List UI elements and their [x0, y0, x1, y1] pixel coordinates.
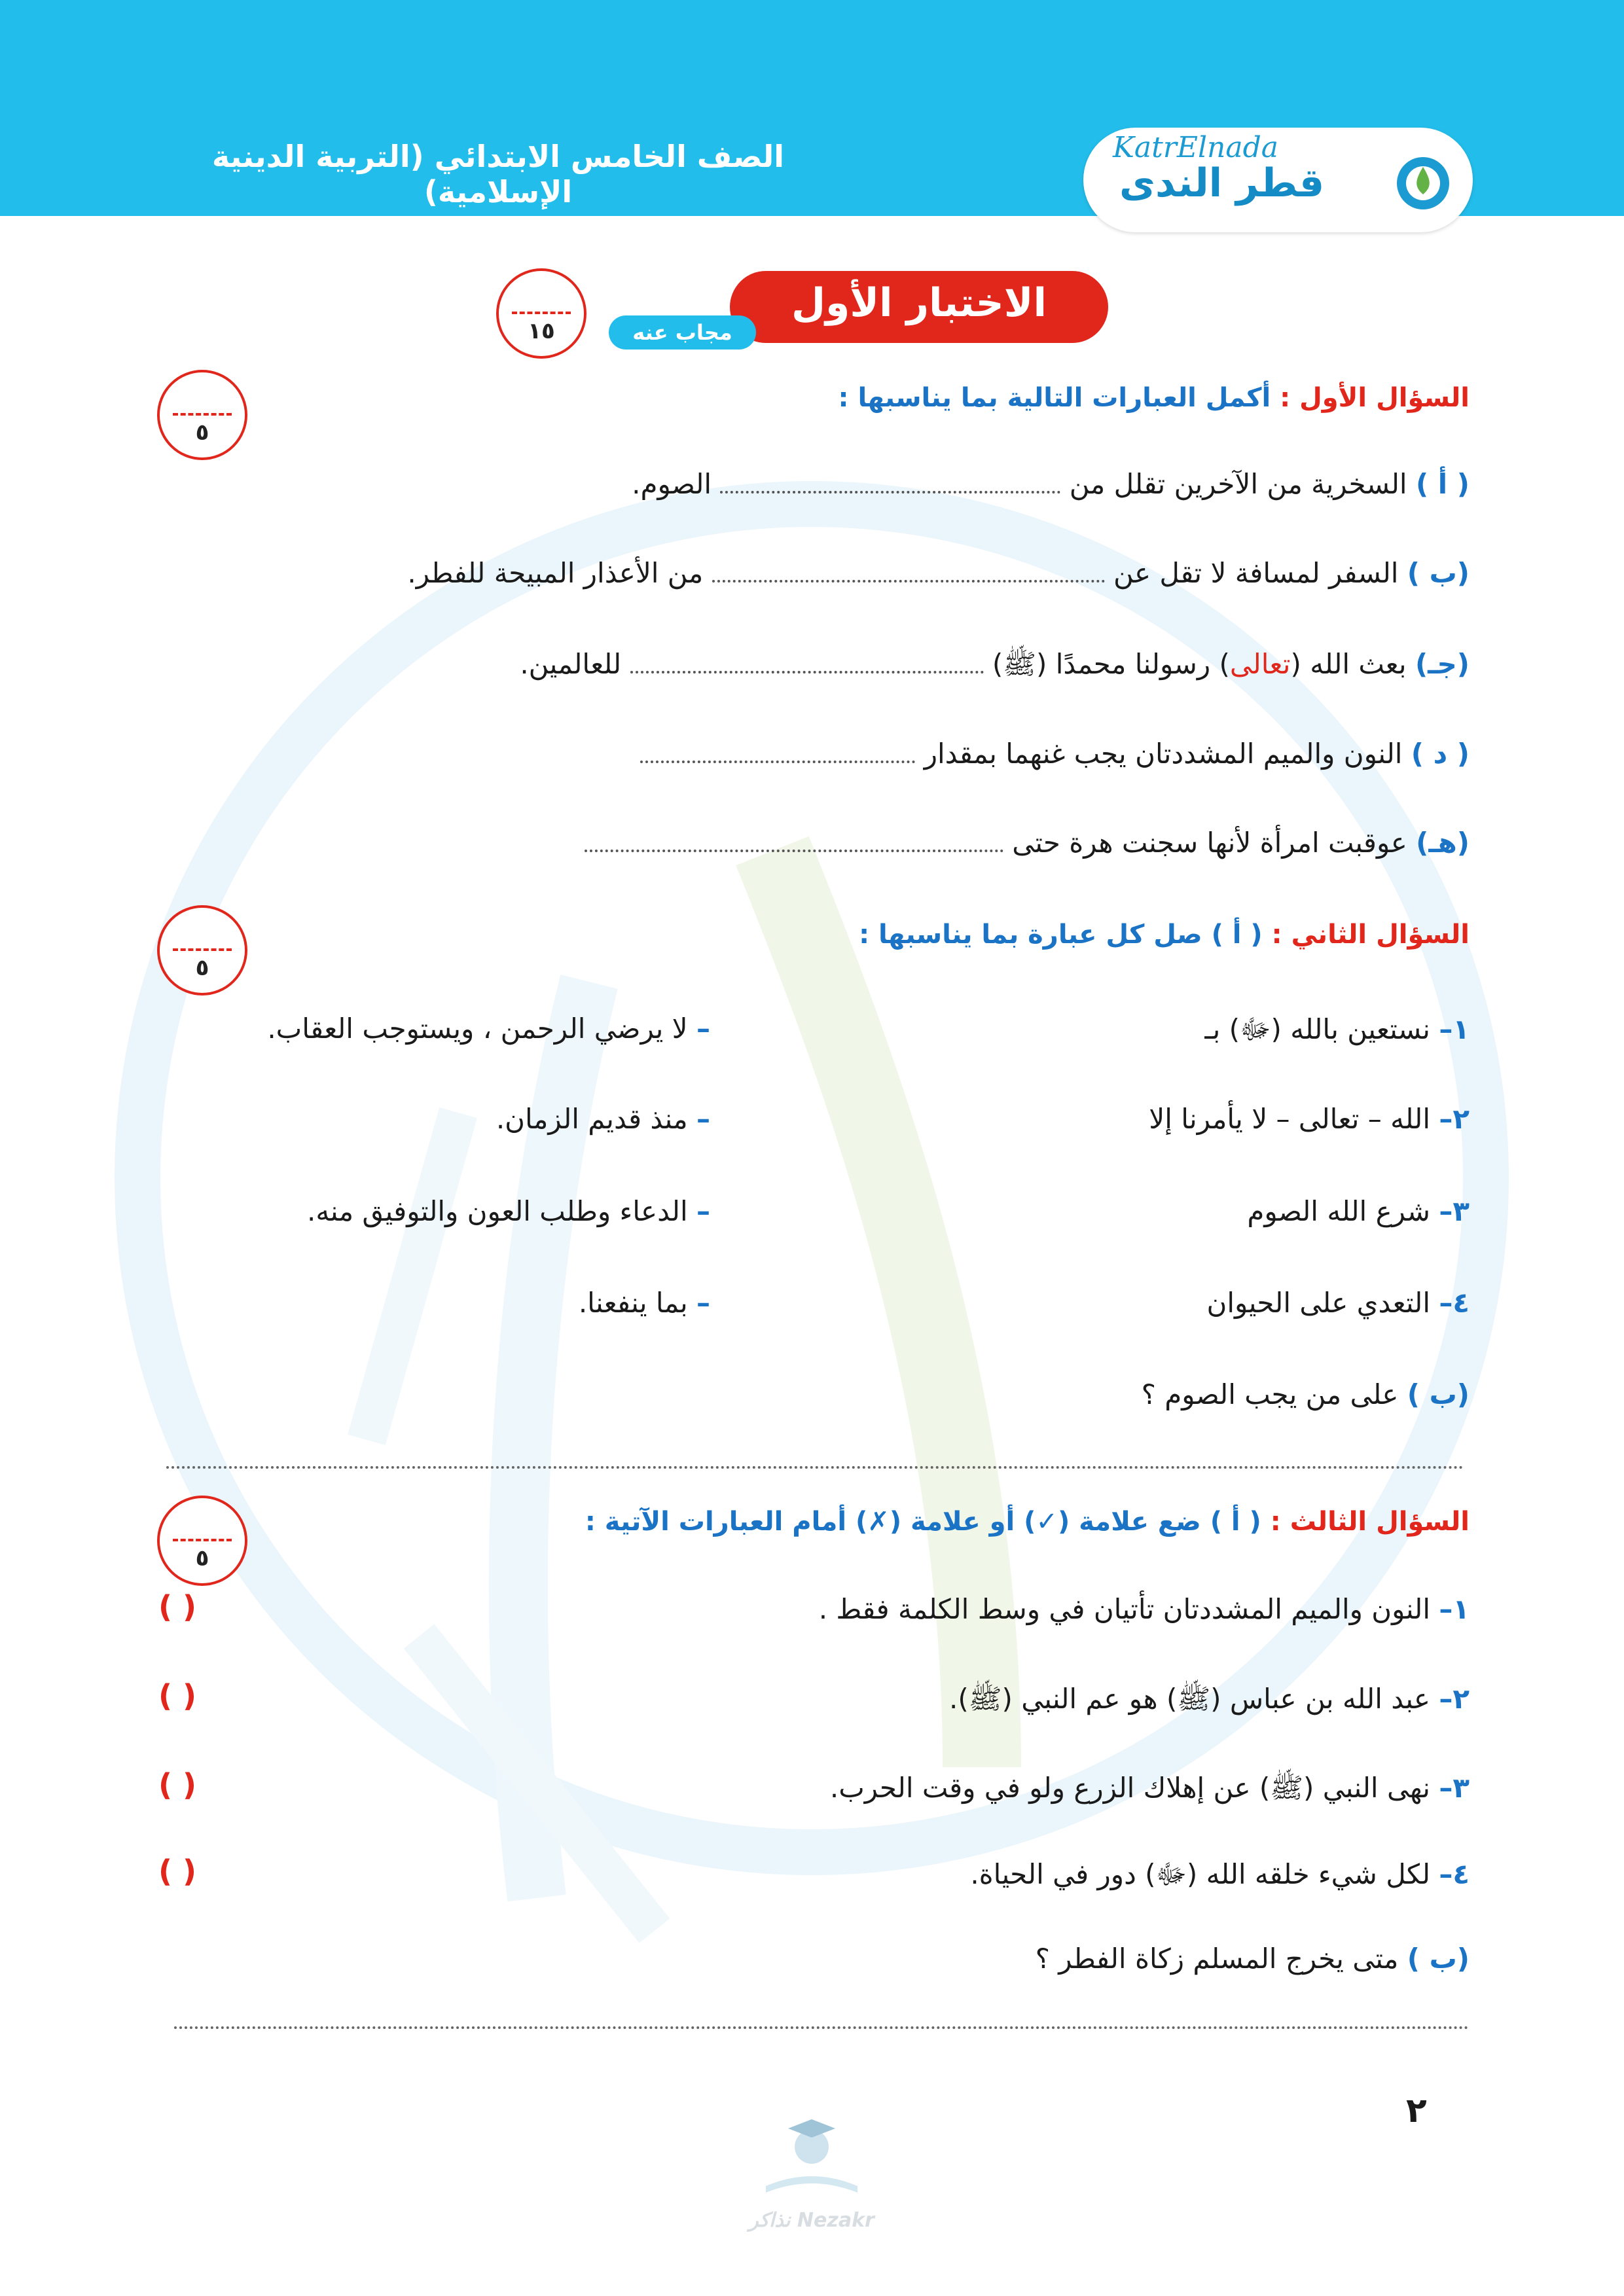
q3-item-num: ٤ [1453, 1858, 1470, 1890]
answer-blank[interactable] [585, 843, 1003, 852]
header-title: الصف الخامس الابتدائي (التربية الدينية الإسلامية) [211, 139, 785, 209]
answer-box[interactable]: ( ) [158, 1767, 197, 1803]
q1-item-e-marker: (هـ) [1416, 827, 1470, 859]
exam-title: الاختبار الأول [791, 280, 1047, 326]
q2-right-item: – الدعاء وطلب العون والتوفيق منه. [307, 1195, 710, 1227]
q2-heading [859, 920, 1470, 950]
q3-b-question: متى يخرج المسلم زكاة الفطر ؟ [1035, 1943, 1399, 1975]
q1-item-d-marker: ( د ) [1411, 738, 1470, 770]
q1-instruction: أكمل العبارات التالية بما يناسبها : [838, 383, 1271, 413]
q2-left-num: ١ [1453, 1013, 1470, 1045]
logo-latin-text: KatrElnada [1113, 131, 1278, 164]
q2-score-circle [157, 905, 247, 996]
q3-item: ١– النون والميم المشددتان تأتيان في وسط الكلمة فقط . [818, 1593, 1470, 1625]
q1-item-c-text-red: تعالى [1229, 648, 1291, 680]
q1-score-circle [157, 370, 247, 460]
q3-item-text: لكل شيء خلقه الله (ﷻ) دور في الحياة. [970, 1858, 1430, 1890]
q1-item-d-text: النون والميم المشددتان يجب غنهما بمقدار [924, 738, 1403, 770]
q2-right-item: – منذ قديم الزمان. [496, 1103, 710, 1135]
q2-left-text: التعدي على الحيوان [1206, 1287, 1430, 1319]
q1-item-b-tail: من الأعذار المبيحة للفطر. [407, 557, 704, 589]
q2-left-text: نستعين بالله (ﷻ) بـ [1204, 1013, 1430, 1045]
q3-item-text: نهى النبي (ﷺ) عن إهلاك الزرع ولو في وقت الحرب. [829, 1772, 1430, 1804]
q3-item: ٤– لكل شيء خلقه الله (ﷻ) دور في الحياة. [970, 1858, 1470, 1890]
answer-blank[interactable] [720, 484, 1060, 493]
q2-left-text: شرع الله الصوم [1247, 1195, 1430, 1227]
q3-item-num: ١ [1453, 1593, 1470, 1625]
q2-instruction: ( أ ) صل كل عبارة بما يناسبها : [859, 920, 1263, 950]
answered-badge: مجاب عنه [609, 315, 756, 350]
q3-item: ٣– نهى النبي (ﷺ) عن إهلاك الزرع ولو في وقت الحرب. [829, 1772, 1470, 1804]
q2-right-text: الدعاء وطلب العون والتوفيق منه. [307, 1195, 688, 1227]
q2-right-item: – لا يرضي الرحمن ، ويستوجب العقاب. [267, 1013, 710, 1045]
q2-b-question: على من يجب الصوم ؟ [1141, 1378, 1399, 1410]
q1-item-c-text-b: ) رسولنا محمدًا (ﷺ) [992, 648, 1230, 680]
q1-item-c [520, 647, 1470, 687]
q2-right-item: – بما ينفعنا. [578, 1287, 710, 1319]
q1-item-b-marker: (ب ) [1407, 557, 1470, 589]
answer-box[interactable]: ( ) [158, 1678, 197, 1713]
q1-item-e [585, 827, 1470, 859]
q3-part-b [1036, 1943, 1470, 1975]
total-score: ١٥ [528, 318, 555, 344]
graduate-book-icon [720, 2114, 903, 2219]
q1-score: ٥ [195, 420, 209, 446]
answer-box[interactable]: ( ) [158, 1854, 197, 1889]
total-score-circle [496, 268, 586, 359]
q1-item-e-text: عوقبت امرأة لأنها سجنت هرة حتى [1012, 827, 1407, 859]
answer-blank[interactable] [712, 573, 1105, 583]
q1-label: السؤال الأول : [1280, 383, 1470, 413]
q2-left-item: ١– نستعين بالله (ﷻ) بـ [1204, 1013, 1470, 1045]
q3-b-marker: (ب ) [1407, 1943, 1470, 1975]
answer-blank[interactable] [640, 754, 915, 763]
q2-left-item: ٢– الله – تعالى – لا يأمرنا إلا [1149, 1103, 1470, 1135]
q1-item-b [407, 557, 1470, 589]
q1-item-c-marker: (جـ) [1415, 648, 1470, 680]
answer-line[interactable] [166, 1466, 1464, 1469]
q1-item-a [632, 468, 1470, 500]
answer-box[interactable]: ( ) [158, 1589, 197, 1624]
q1-item-c-tail: للعالمين. [520, 648, 622, 680]
q2-right-text: بما ينفعنا. [578, 1287, 688, 1319]
q1-item-b-text: السفر لمسافة لا تقل عن [1113, 557, 1399, 589]
q2-b-marker: (ب ) [1407, 1378, 1470, 1410]
q3-item-num: ٢ [1453, 1683, 1470, 1715]
logo-arabic-text: قطر الندى [1119, 160, 1325, 206]
q2-right-text: منذ قديم الزمان. [496, 1103, 688, 1135]
q3-instruction: ( أ ) ضع علامة (✓) أو علامة (✗) أمام العبارات الآتية : [585, 1507, 1261, 1537]
q3-item-text: عبد الله بن عباس (ﷺ) هو عم النبي (ﷺ). [949, 1683, 1430, 1715]
answer-blank[interactable] [630, 664, 984, 673]
q2-left-item: ٤– التعدي على الحيوان [1206, 1287, 1470, 1319]
q2-score: ٥ [195, 955, 209, 981]
q1-item-a-marker: ( أ ) [1415, 468, 1470, 500]
q3-item: ٢– عبد الله بن عباس (ﷺ) هو عم النبي (ﷺ). [949, 1683, 1470, 1715]
q2-left-num: ٤ [1453, 1287, 1470, 1319]
water-drop-icon [1393, 147, 1453, 213]
q3-score-circle [157, 1496, 247, 1586]
q2-right-text: لا يرضي الرحمن ، ويستوجب العقاب. [267, 1013, 688, 1045]
q2-part-b [1142, 1378, 1470, 1410]
q2-label: السؤال الثاني : [1271, 920, 1470, 950]
q3-label: السؤال الثالث : [1270, 1507, 1470, 1537]
q2-left-item: ٣– شرع الله الصوم [1247, 1195, 1470, 1227]
q1-item-a-text: السخرية من الآخرين تقلل من [1069, 468, 1407, 500]
q1-item-a-tail: الصوم. [632, 468, 712, 500]
q2-left-num: ٣ [1453, 1195, 1470, 1227]
q1-item-c-text-a: بعث الله ( [1290, 648, 1407, 680]
q3-item-num: ٣ [1453, 1772, 1470, 1804]
q1-heading [839, 383, 1470, 413]
q3-item-text: النون والميم المشددتان تأتيان في وسط الكلمة فقط . [818, 1593, 1430, 1625]
q2-left-num: ٢ [1453, 1103, 1470, 1135]
q3-heading [585, 1507, 1470, 1537]
answer-line[interactable] [174, 2026, 1469, 2029]
q2-left-text: الله – تعالى – لا يأمرنا إلا [1149, 1103, 1430, 1135]
q3-score: ٥ [195, 1545, 209, 1571]
page-number: ٢ [1406, 2091, 1427, 2130]
footer-brand: Nezakr نذاكر [749, 2209, 875, 2232]
q1-item-d [640, 738, 1470, 770]
